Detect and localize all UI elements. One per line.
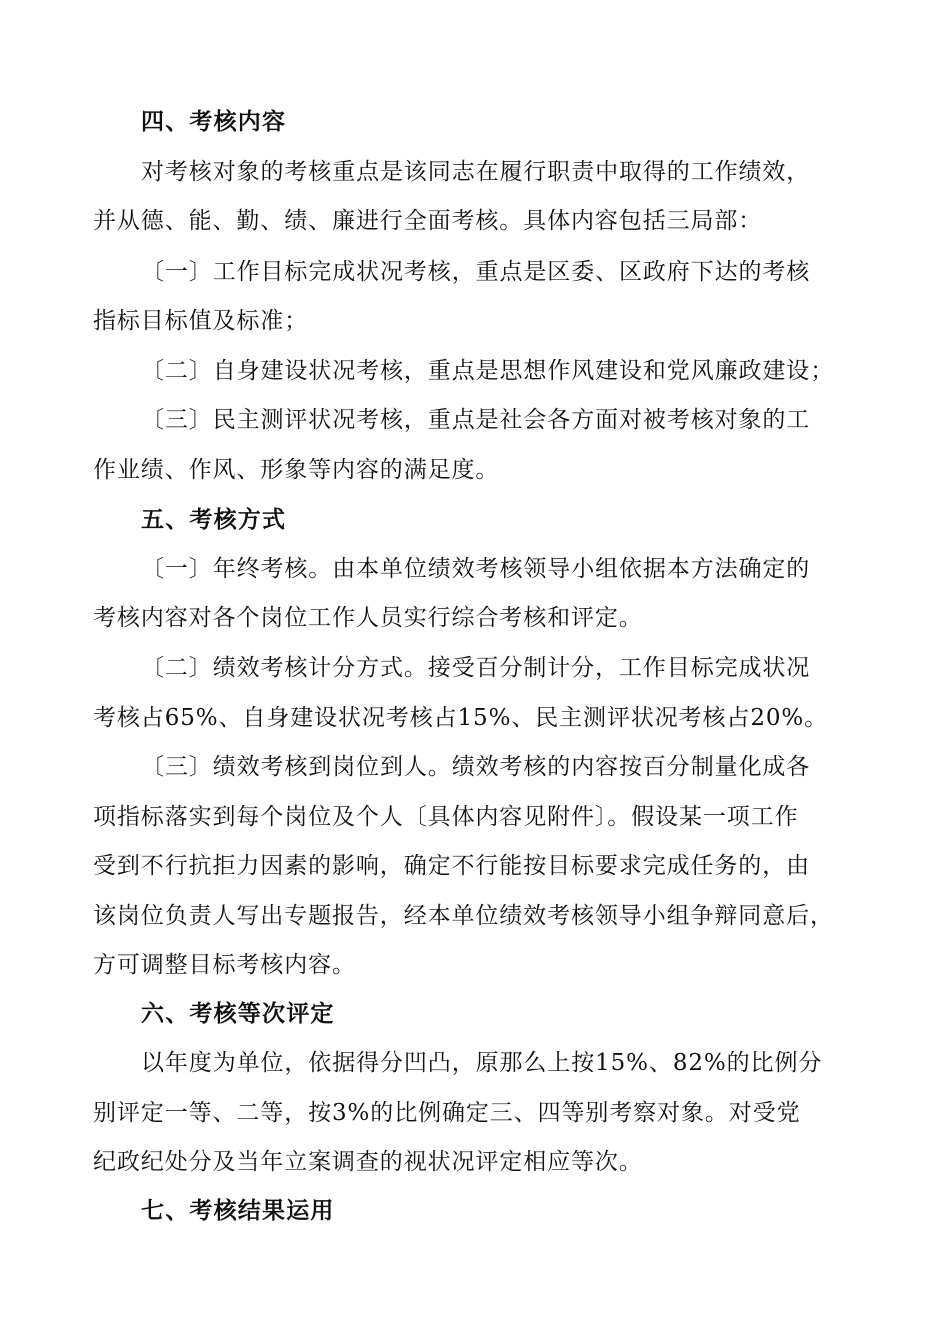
paragraph-line: 受到不行抗拒力因素的影响，确定不行能按目标要求完成任务的，由 [93,853,810,879]
section-heading-4: 四、考核内容 [141,109,287,135]
paragraph-line: 〔二〕绩效考核计分方式。接受百分制计分，工作目标完成状况 [141,655,811,681]
paragraph-line: 并从德、能、勤、绩、廉进行全面考核。具体内容包括三局部： [93,208,763,234]
paragraph-line: 以年度为单位，依据得分凹凸，原那么上按15%、82%的比例分 [141,1050,823,1076]
paragraph-line: 〔三〕绩效考核到岗位到人。绩效考核的内容按百分制量化成各 [141,754,811,780]
paragraph-line: 考核内容对各个岗位工作人员实行综合考核和评定。 [93,605,643,631]
paragraph-line: 〔一〕年终考核。由本单位绩效考核领导小组依据本方法确定的 [141,556,811,582]
paragraph-line: 指标目标值及标准； [93,308,309,334]
paragraph-line: 纪政纪处分及当年立案调查的视状况评定相应等次。 [93,1149,643,1175]
paragraph-line: 别评定一等、二等，按3%的比例确定三、四等别考察对象。对受党 [93,1100,801,1126]
paragraph-line: 项指标落实到每个岗位及个人〔具体内容见附件〕。假设某一项工作 [93,804,799,830]
section-heading-5: 五、考核方式 [141,507,287,533]
paragraph-line: 〔三〕民主测评状况考核，重点是社会各方面对被考核对象的工 [141,407,811,433]
paragraph-line: 作业绩、作风、形象等内容的满足度。 [93,457,500,483]
paragraph-line: 考核占65%、自身建设状况考核占15%、民主测评状况考核占20%。 [93,705,829,731]
section-heading-6: 六、考核等次评定 [141,1001,335,1027]
paragraph-line: 〔一〕工作目标完成状况考核，重点是区委、区政府下达的考核 [141,259,811,285]
paragraph-line: 〔二〕自身建设状况考核，重点是思想作风建设和党风廉政建设； [141,358,835,384]
paragraph-line: 该岗位负责人写出专题报告，经本单位绩效考核领导小组争辩同意后， [93,903,834,929]
paragraph-line: 对考核对象的考核重点是该同志在履行职责中取得的工作绩效， [141,159,811,185]
paragraph-line: 方可调整目标考核内容。 [93,952,356,978]
section-heading-7: 七、考核结果运用 [141,1198,335,1224]
